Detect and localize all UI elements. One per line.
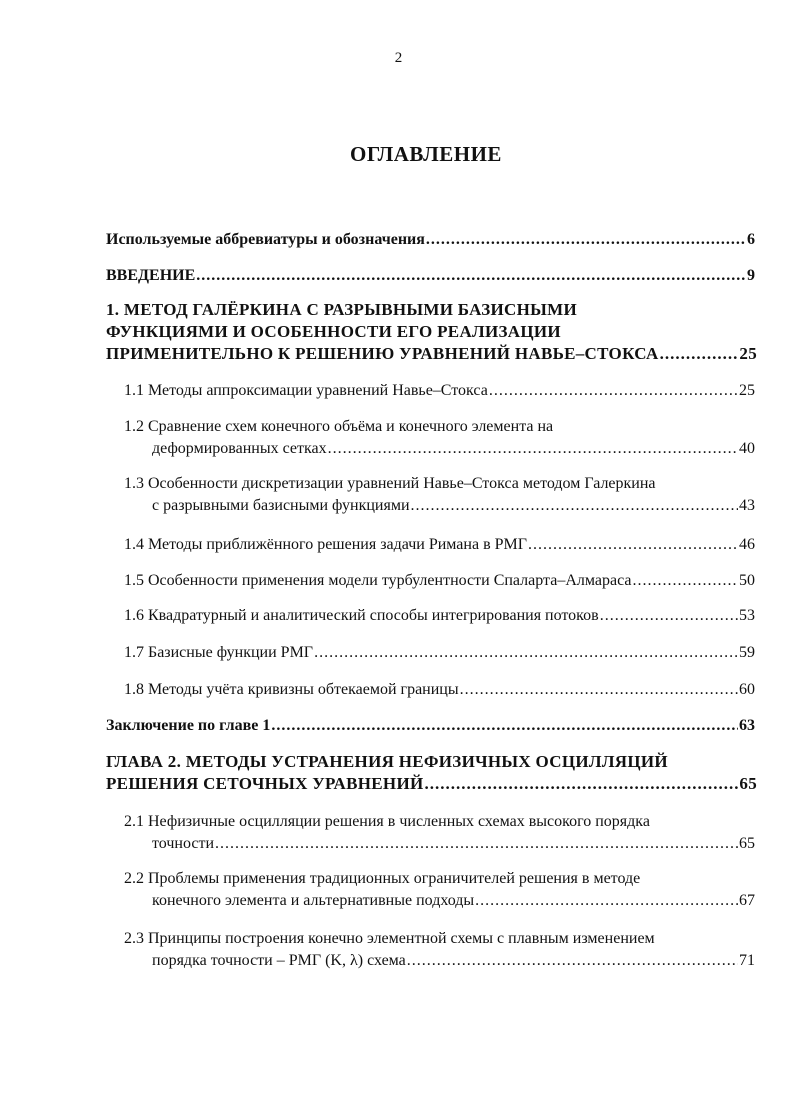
toc-page-number: 46 (739, 536, 755, 553)
leader-dots (411, 495, 738, 517)
toc-page-number: 43 (739, 497, 755, 514)
toc-entry-section-1-5[interactable] (124, 570, 755, 592)
toc-entry-title-line: конечного элемента и альтернативные подходы (152, 892, 475, 909)
toc-page-number: 50 (739, 572, 755, 589)
section-number: 2.2 (124, 870, 144, 887)
leader-dots (426, 229, 746, 251)
toc-entry-section-2-3[interactable] (124, 928, 755, 972)
leader-dots (660, 343, 739, 365)
toc-entry-title: Используемые аббревиатуры и обозначения (106, 231, 425, 248)
toc-entry-title-line: Особенности дискретизации уравнений Навье–Стокса методом Галеркина (148, 475, 656, 492)
toc-page-number: 60 (739, 681, 755, 698)
toc-entry-title-line: ФУНКЦИЯМИ И ОСОБЕННОСТИ ЕГО РЕАЛИЗАЦИИ (106, 322, 561, 341)
page-number: 2 (394, 50, 403, 66)
toc-page-number: 9 (747, 267, 755, 284)
toc-entry-title: Заключение по главе 1 (106, 717, 271, 734)
toc-entry-title-line: ПРИМЕНИТЕЛЬНО К РЕШЕНИЮ УРАВНЕНИЙ НАВЬЕ–СТОКСА (106, 344, 659, 363)
toc-entry-title: Особенности применения модели турбулентности Спаларта–Алмараса (148, 572, 632, 589)
toc-entry-title: Квадратурный и аналитический способы интегрирования потоков (148, 607, 599, 624)
toc-entry-section-1-8[interactable] (124, 679, 755, 701)
toc-entry-title-line: Сравнение схем конечного объёма и конечного элемента на (148, 418, 554, 435)
section-number: 2.1 (124, 813, 144, 830)
page-title: ОГЛАВЛЕНИЕ (350, 142, 502, 166)
section-number: 1.4 (124, 536, 144, 553)
toc-entry-chapter-1[interactable] (106, 299, 757, 365)
toc-entry-title: Методы приближённого решения задачи Римана в РМГ (148, 536, 527, 553)
toc-entry-title-line: РЕШЕНИЯ СЕТОЧНЫХ УРАВНЕНИЙ (106, 774, 424, 793)
toc-page-number: 65 (739, 774, 757, 793)
toc-page-number: 65 (739, 835, 755, 852)
toc-entry-abbreviations[interactable] (106, 229, 755, 251)
toc-entry-title: Методы аппроксимации уравнений Навье–Стокса (148, 382, 488, 399)
leader-dots (271, 715, 738, 737)
toc-entry-title-line: Принципы построения конечно элементной схемы с плавным изменением (148, 930, 655, 947)
section-number: 1.7 (124, 644, 144, 661)
toc-page-number: 71 (739, 952, 755, 969)
toc-page-number: 25 (739, 382, 755, 399)
toc-entry-title: Методы учёта кривизны обтекаемой границы (148, 681, 459, 698)
toc-entry-chapter-2[interactable] (106, 751, 757, 795)
leader-dots (314, 642, 738, 664)
leader-dots (489, 380, 738, 402)
toc-entry-section-1-7[interactable] (124, 642, 755, 664)
toc-entry-section-1-4[interactable] (124, 534, 755, 556)
section-number: 1.3 (124, 475, 144, 492)
section-number: 2.3 (124, 930, 144, 947)
toc-entry-title-line: 1. МЕТОД ГАЛЁРКИНА С РАЗРЫВНЫМИ БАЗИСНЫМИ (106, 300, 577, 319)
toc-entry-section-1-2[interactable] (124, 416, 755, 460)
leader-dots (600, 605, 738, 627)
leader-dots (407, 950, 738, 972)
section-number: 1.8 (124, 681, 144, 698)
toc-entry-title-line: Нефизичные осцилляции решения в численных схемах высокого порядка (148, 813, 650, 830)
leader-dots (215, 833, 738, 855)
toc-page-number: 67 (739, 892, 755, 909)
toc-entry-title: Базисные функции РМГ (148, 644, 314, 661)
section-number: 1.2 (124, 418, 144, 435)
toc-entry-title: ВВЕДЕНИЕ (106, 267, 196, 284)
toc-page-number: 59 (739, 644, 755, 661)
toc-page-number: 40 (739, 440, 755, 457)
leader-dots (475, 890, 738, 912)
toc-entry-title-line: порядка точности – РМГ (K, λ) схема (152, 952, 406, 969)
toc-page-number: 25 (739, 344, 757, 363)
toc-entry-section-1-6[interactable] (124, 605, 755, 627)
toc-entry-title-line: деформированных сетках (152, 440, 327, 457)
toc-entry-introduction[interactable] (106, 265, 755, 287)
toc-entry-title-line: с разрывными базисными функциями (152, 497, 410, 514)
toc-entry-conclusion-1[interactable] (106, 715, 755, 737)
toc-entry-section-2-2[interactable] (124, 868, 755, 912)
leader-dots (328, 438, 738, 460)
toc-entry-title-line: ГЛАВА 2. МЕТОДЫ УСТРАНЕНИЯ НЕФИЗИЧНЫХ ОСЦИЛЛЯЦИЙ (106, 752, 668, 771)
leader-dots (632, 570, 738, 592)
section-number: 1.5 (124, 572, 144, 589)
leader-dots (460, 679, 738, 701)
toc-entry-section-1-3[interactable] (124, 473, 755, 517)
section-number: 1.6 (124, 607, 144, 624)
toc-page-number: 53 (739, 607, 755, 624)
leader-dots (425, 773, 739, 795)
leader-dots (528, 534, 738, 556)
section-number: 1.1 (124, 382, 144, 399)
toc-page-number: 6 (747, 231, 755, 248)
toc-entry-section-1-1[interactable] (124, 380, 755, 402)
toc-entry-section-2-1[interactable] (124, 811, 755, 855)
leader-dots (196, 265, 746, 287)
toc-page-number: 63 (739, 717, 755, 734)
toc-entry-title-line: Проблемы применения традиционных ограничителей решения в методе (148, 870, 641, 887)
toc-entry-title-line: точности (152, 835, 215, 852)
